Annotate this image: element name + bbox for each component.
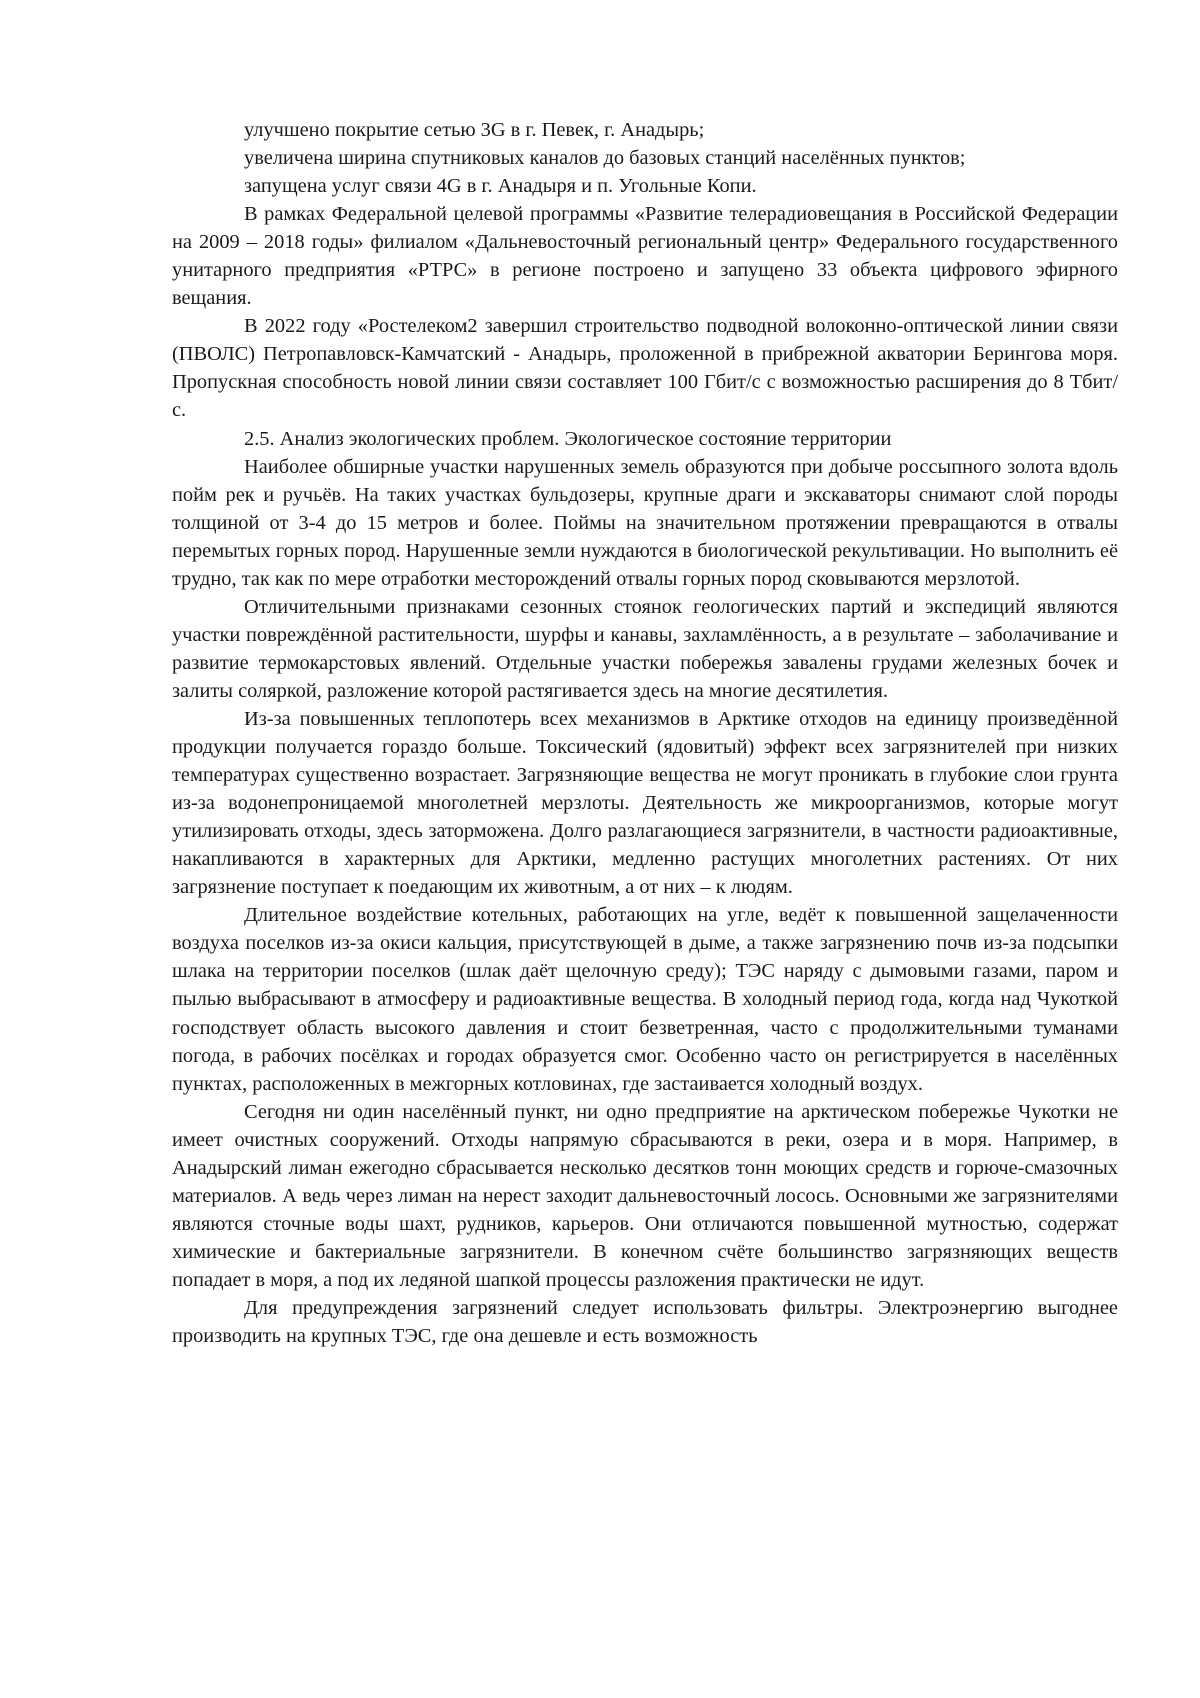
paragraph-wastewater: Сегодня ни один населённый пункт, ни одно предприятие на арктическом побережье Чукотки не имеет очистных сооружений. Отходы напрямую сбрасываются в реки, озера и в моря. Например, в Анадырский лиман ежегодно сбрасывается несколько десятков тонн моющих средств и горюче-смазочных материалов. А ведь через лиман на нерест заходит дальневосточный лосось. Основными же загрязнителями являются сточные воды шахт, рудников, карьеров. Они отличаются повышенной мутностью, содержат химические и бактериальные загрязнители. В конечном счёте большинство загрязняющих веществ попадает в моря, а под их ледяной шапкой процессы разложения практически не идут. [172,1100,1118,1291]
section-heading-ecology: 2.5. Анализ экологических проблем. Экологическое состояние территории [244,427,892,450]
paragraph-disturbed-lands: Наиболее обширные участки нарушенных земель образуются при добыче россыпного золота вдоль пойм рек и ручьёв. На таких участках бульдозеры, крупные драги и экскаваторы снимают слой породы толщиной от 3-4 до 15 метров и более. Поймы на значительном протяжении превращаются в отвалы перемытых горных пород. Нарушенные земли нуждаются в биологической рекультивации. Но выполнить её трудно, так как по мере отработки месторождений отвалы горных пород сковываются мерзлотой. [172,455,1118,590]
paragraph-boiler-houses: Длительное воздействие котельных, работающих на угле, ведёт к повышенной защелаченности воздуха поселков из-за окиси кальция, присутствующей в дыме, а также загрязнению почв из-за подсыпки шлака на территории поселков (шлак даёт щелочную среду); ТЭС наряду с дымовыми газами, паром и пылью выбрасывают в атмосферу и радиоактивные вещества. В холодный период года, когда над Чукоткой господствует область высокого давления и стоит безветренная, часто с продолжительными туманами погода, в рабочих посёлках и городах образуется смог. Особенно часто он регистрируется в населённых пунктах, расположенных в межгорных котловинах, где застаивается холодный воздух. [172,904,1118,1095]
list-item-satellite-channels: увеличена ширина спутниковых каналов до базовых станций населённых пунктов; [244,147,966,170]
paragraph-filters: Для предупреждения загрязнений следует использовать фильтры. Электроэнергию выгоднее производить на крупных ТЭС, где она дешевле и есть возможность [172,1296,1118,1348]
paragraph-expedition-sites: Отличительными признаками сезонных стоянок геологических партий и экспедиций являются участки повреждённой растительности, шурфы и канавы, захламлённость, а в результате – заболачивание и развитие термокарстовых явлений. Отдельные участки побережья завалены грудами железных бочек и залиты соляркой, разложение которой растягивается здесь на многие десятилетия. [172,595,1118,702]
list-item-4g-launch: запущена услуг связи 4G в г. Анадыря и п. Угольные Копи. [244,175,757,198]
paragraph-federal-program: В рамках Федеральной целевой программы «Развитие телерадиовещания в Российской Федерации на 2009 – 2018 годы» филиалом «Дальневосточный региональный центр» Федерального государственного унитарного предприятия «РТРС» в регионе построено и запущено 33 объекта цифрового эфирного вещания. [172,203,1118,310]
paragraph-pollutants-arctic: Из-за повышенных теплопотерь всех механизмов в Арктике отходов на единицу произведённой продукции получается гораздо больше. Токсический (ядовитый) эффект всех загрязнителей при низких температурах существенно возрастает. Загрязняющие вещества не могут проникать в глубокие слои грунта из-за водонепроницаемой многолетней мерзлоты. Деятельность же микроорганизмов, которые могут утилизировать отходы, здесь заторможена. Долго разлагающиеся загрязнители, в частности радиоактивные, накапливаются в характерных для Арктики, медленно растущих многолетних растениях. От них загрязнение поступает к поедающим их животным, а от них – к людям. [172,707,1118,899]
document-body [172,116,1118,1350]
list-item-3g-coverage: улучшено покрытие сетью 3G в г. Певек, г. Анадырь; [244,119,705,141]
paragraph-fiber-line: В 2022 году «Ростелеком2 завершил строительство подводной волоконно-оптической линии связи (ПВОЛС) Петропавловск-Камчатский - Анадырь, проложенной в прибрежной акватории Берингова моря. Пропускная способность новой линии связи составляет 100 Гбит/с с возможностью расширения до 8 Тбит/с. [172,315,1118,422]
